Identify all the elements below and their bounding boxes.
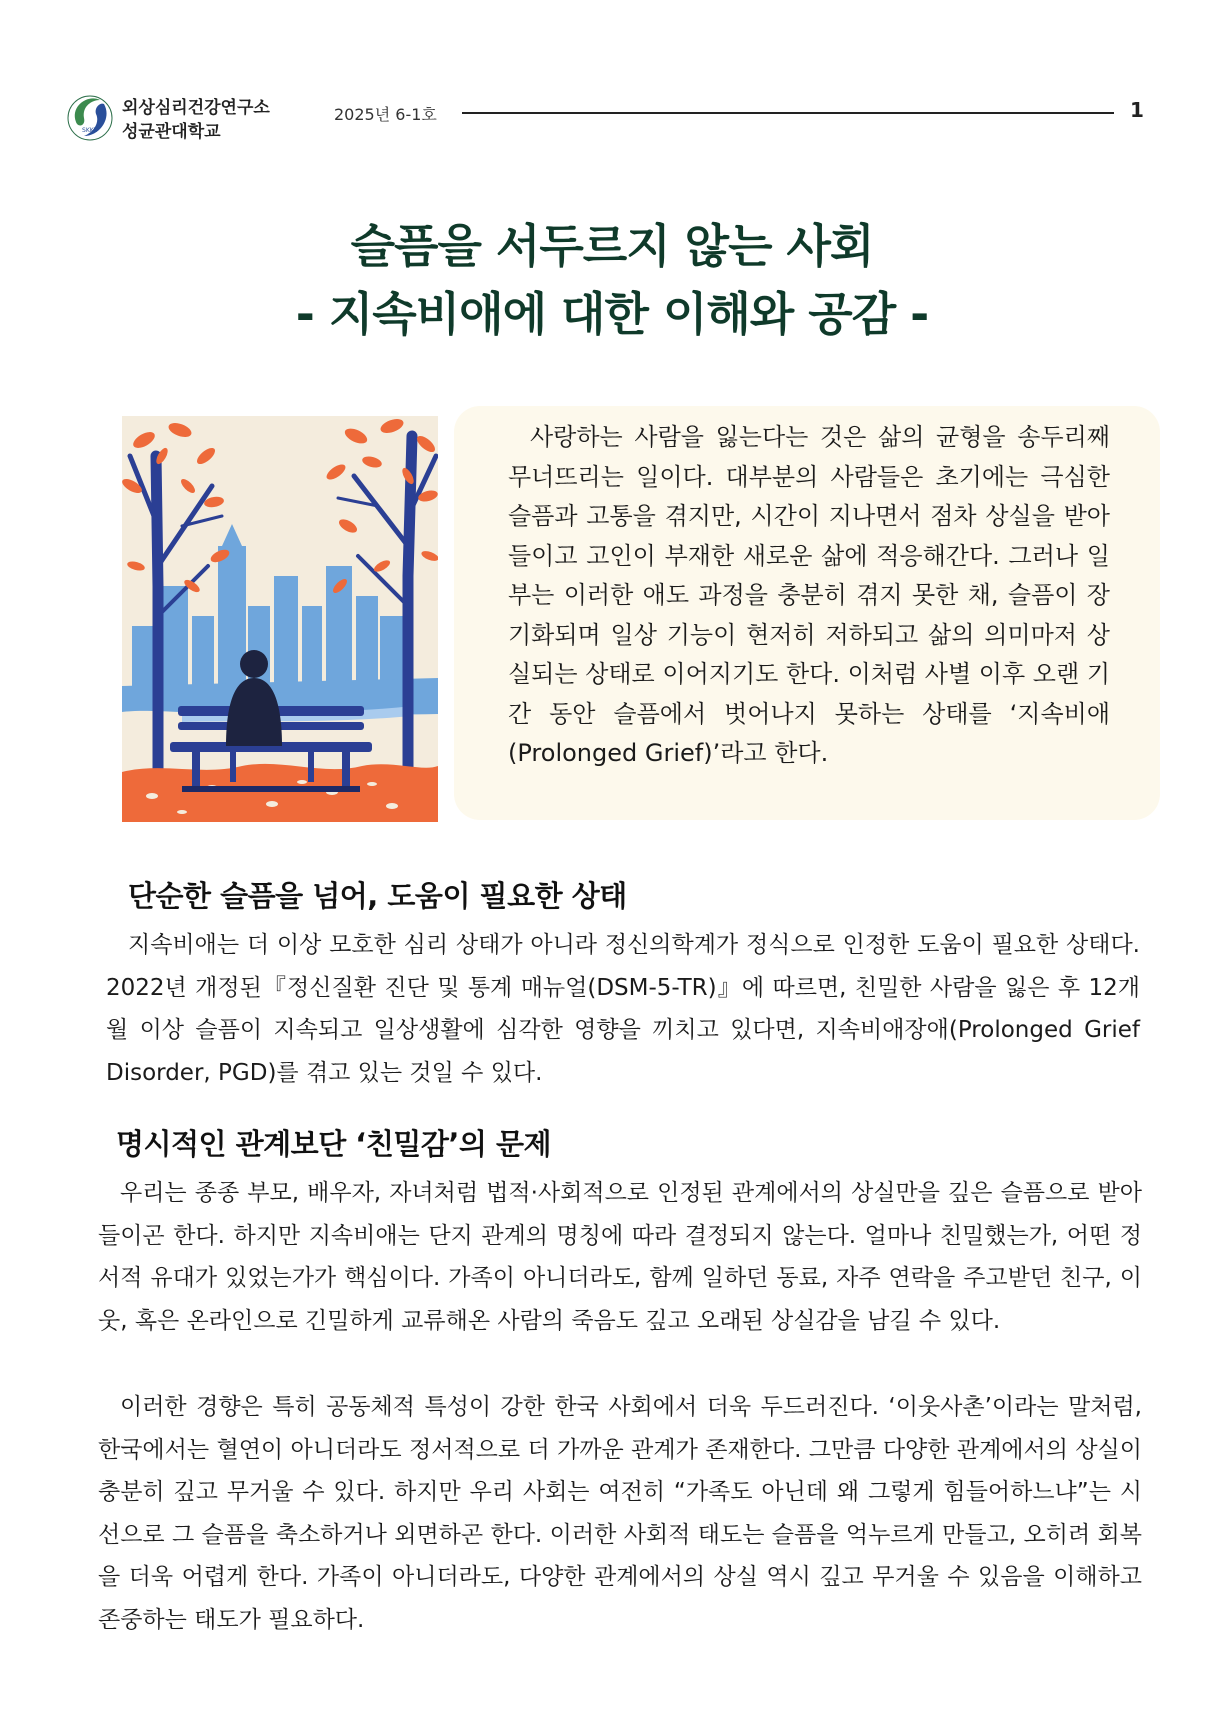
title-line-2: - 지속비애에 대한 이해와 공감 - <box>295 287 929 341</box>
institute-logo <box>66 92 114 142</box>
header-rule <box>462 112 1114 114</box>
section2-heading: 명시적인 관계보단 ‘친밀감’의 문제 <box>116 1127 552 1161</box>
page-title <box>0 212 1224 348</box>
page-header <box>66 92 1156 146</box>
section1-paragraph: 지속비애는 더 이상 모호한 심리 상태가 아니라 정신의학계가 정식으로 인정한 도움이 필요한 상태다. 2022년 개정된『정신질환 진단 및 통계 매뉴얼(DSM-5-TR)』에 따르면, 친밀한 사람을 잃은 후 12개월 이상 슬픔이 지속되고 일상생활에 심각한 영향을 끼치고 있다면, 지속비애장애(Prolonged Grief Disorder, PGD)를 겪고 있는 것일 수 있다. <box>106 932 1140 1086</box>
section2-paragraph-1: 우리는 종종 부모, 배우자, 자녀처럼 법적·사회적으로 인정된 관계에서의 상실만을 깊은 슬픔으로 받아들이곤 한다. 하지만 지속비애는 단지 관계의 명칭에 따라 결정되지 않는다. 얼마나 친밀했는가, 어떤 정서적 유대가 있었는가가 핵심이다. 가족이 아니더라도, 함께 일하던 동료, 자주 연락을 주고받던 친구, 이웃, 혹은 온라인으로 긴밀하게 교류해온 사람의 죽음도 깊고 오래된 상실감을 남길 수 있다. <box>98 1180 1142 1334</box>
autumn-bench-illustration <box>122 416 438 822</box>
org-line-2: 성균관대학교 <box>122 122 221 142</box>
organization-name <box>122 96 270 144</box>
intro-paragraph: 사랑하는 사람을 잃는다는 것은 삶의 균형을 송두리째 무너뜨리는 일이다. 대부분의 사람들은 초기에는 극심한 슬픔과 고통을 겪지만, 시간이 지나면서 점차 상실을 받아들이고 고인이 부재한 새로운 삶에 적응해간다. 그러나 일부는 이러한 애도 과정을 충분히 겪지 못한 채, 슬픔이 장기화되며 일상 기능이 현저히 저하되고 삶의 의미마저 상실되는 상태로 이어지기도 한다. 이처럼 사별 이후 오랜 기간 동안 슬픔에서 벗어나지 못하는 상태를 ‘지속비애(Prolonged Grief)’라고 한다. <box>508 423 1110 767</box>
ground-leaves <box>122 764 438 822</box>
section1-heading: 단순한 슬픔을 넘어, 도움이 필요한 상태 <box>128 879 627 913</box>
title-line-1: 슬픔을 서두르지 않는 사회 <box>350 219 874 273</box>
page-number: 1 <box>1130 98 1144 122</box>
logo-text: SKKU <box>82 127 98 134</box>
intro-box <box>454 406 1160 820</box>
org-line-1: 외상심리건강연구소 <box>122 98 270 118</box>
issue-number: 2025년 6-1호 <box>334 105 437 124</box>
section2-paragraph-2: 이러한 경향은 특히 공동체적 특성이 강한 한국 사회에서 더욱 두드러진다. ‘이웃사촌’이라는 말처럼, 한국에서는 혈연이 아니더라도 정서적으로 더 가까운 관계가 존재한다. 그만큼 다양한 관계에서의 상실이 충분히 깊고 무거울 수 있다. 하지만 우리 사회는 여전히 “가족도 아닌데 왜 그렇게 힘들어하느냐”는 시선으로 그 슬픔을 축소하거나 외면하곤 한다. 이러한 사회적 태도는 슬픔을 억누르게 만들고, 오히려 회복을 더욱 어렵게 한다. 가족이 아니더라도, 다양한 관계에서의 상실 역시 깊고 무거울 수 있음을 이해하고 존중하는 태도가 필요하다. <box>98 1394 1142 1633</box>
